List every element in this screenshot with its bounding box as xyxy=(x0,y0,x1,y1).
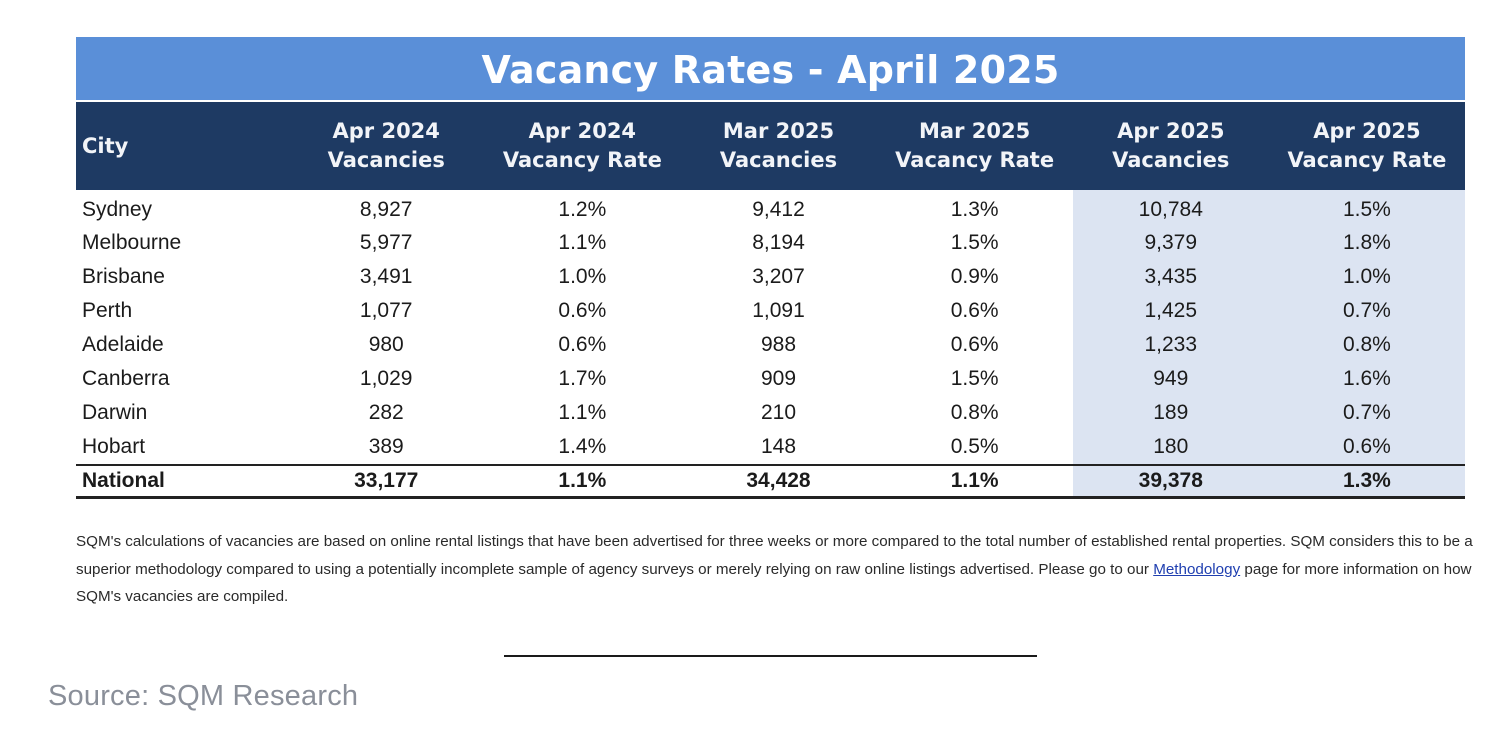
source-caption: Source: SQM Research xyxy=(48,680,359,712)
city-cell: Canberra xyxy=(82,367,170,390)
header-line: Apr 2024 xyxy=(332,119,440,143)
value-cell: 189 xyxy=(1073,396,1269,430)
header-line: Apr 2025 xyxy=(1313,119,1421,143)
header-city xyxy=(76,101,288,190)
value-cell: 8,927 xyxy=(359,198,413,221)
value-cell: 1.0% xyxy=(1269,260,1465,294)
value-cell: 9,412 xyxy=(752,198,805,221)
value-cell: 1.7% xyxy=(558,367,607,390)
value-cell: 1,029 xyxy=(359,367,413,390)
value-cell: 0.5% xyxy=(950,435,999,458)
footnote-text: SQM's calculations of vacancies are based on online rental listings that have been advertised for three weeks or more compared to the total number of established rental properties. SQM considers this to be a superior methodology compared to using a potentially incomplete sample of agency surveys or merely relying on raw online listings advertised. Please go to our xyxy=(76,533,1473,578)
header-line: Vacancy Rate xyxy=(502,148,662,172)
city-cell: Perth xyxy=(82,299,133,322)
value-cell: 1.1% xyxy=(558,401,607,424)
footnote-text-end: page for more information on how SQM's vacancies are compiled. xyxy=(76,560,1472,605)
value-cell: 0.8% xyxy=(950,401,999,424)
value-cell: 5,977 xyxy=(359,231,413,254)
value-cell: 1.1% xyxy=(558,231,607,254)
value-cell: 0.7% xyxy=(1269,294,1465,328)
city-cell: Melbourne xyxy=(82,231,182,254)
value-cell: 1.5% xyxy=(1269,190,1465,226)
header-line: Apr 2024 xyxy=(528,119,637,143)
value-cell: 1.8% xyxy=(1269,226,1465,260)
divider-line xyxy=(504,655,1037,657)
value-cell: 0.8% xyxy=(1269,328,1465,362)
header-cell xyxy=(877,101,1073,190)
table-title: Vacancy Rates - April 2025 xyxy=(76,37,1465,100)
value-cell: 3,491 xyxy=(359,265,413,288)
value-cell: 1.6% xyxy=(1269,362,1465,396)
table-row xyxy=(76,294,1465,328)
value-cell: 1.1% xyxy=(877,465,1073,498)
methodology-footnote xyxy=(76,528,1476,611)
methodology-link[interactable]: Methodology xyxy=(1153,560,1241,578)
value-cell: 1,077 xyxy=(359,299,413,322)
value-cell: 282 xyxy=(368,401,404,424)
value-cell: 1.2% xyxy=(558,198,607,221)
value-cell: 10,784 xyxy=(1073,190,1269,226)
value-cell: 8,194 xyxy=(752,231,805,254)
table-body xyxy=(76,190,1465,498)
value-cell: 0.6% xyxy=(558,299,607,322)
table-header-row xyxy=(76,101,1465,190)
city-cell: Hobart xyxy=(82,435,146,458)
value-cell: 1.4% xyxy=(558,435,607,458)
national-total-row xyxy=(76,465,1465,498)
value-cell: 0.7% xyxy=(1269,396,1465,430)
value-cell: 1.5% xyxy=(950,367,999,390)
header-line: Mar 2025 xyxy=(919,119,1031,143)
table-row xyxy=(76,260,1465,294)
value-cell: 1.5% xyxy=(950,231,999,254)
header-cell xyxy=(288,101,484,190)
header-cell xyxy=(1269,101,1465,190)
city-cell: Sydney xyxy=(82,198,153,221)
value-cell: 980 xyxy=(368,333,404,356)
city-cell: Brisbane xyxy=(82,265,165,288)
value-cell: 0.6% xyxy=(950,333,999,356)
header-line: Vacancies xyxy=(327,148,445,172)
value-cell: 3,207 xyxy=(752,265,805,288)
table-row xyxy=(76,190,1465,226)
header-cell xyxy=(484,101,680,190)
table-row xyxy=(76,430,1465,465)
header-line: Vacancies xyxy=(1112,148,1230,172)
value-cell: 0.6% xyxy=(558,333,607,356)
value-cell: 148 xyxy=(760,435,797,458)
value-cell: 180 xyxy=(1073,430,1269,465)
value-cell: 34,428 xyxy=(680,465,876,498)
header-line: Mar 2025 xyxy=(722,119,835,143)
vacancy-rates-figure xyxy=(76,37,1465,499)
value-cell: 909 xyxy=(760,367,797,390)
value-cell: 389 xyxy=(368,435,404,458)
value-cell: 3,435 xyxy=(1073,260,1269,294)
value-cell: 1.3% xyxy=(950,198,999,221)
header-line: Apr 2025 xyxy=(1117,119,1225,143)
table-row xyxy=(76,328,1465,362)
value-cell: 949 xyxy=(1073,362,1269,396)
value-cell: 210 xyxy=(760,401,797,424)
header-line: Vacancy Rate xyxy=(895,148,1055,172)
value-cell: 1,425 xyxy=(1073,294,1269,328)
value-cell: 988 xyxy=(760,333,797,356)
value-cell: 1,091 xyxy=(752,299,805,322)
table-row xyxy=(76,396,1465,430)
value-cell: 1,233 xyxy=(1073,328,1269,362)
value-cell: 0.6% xyxy=(950,299,999,322)
city-cell: Adelaide xyxy=(82,333,164,356)
table-row xyxy=(76,226,1465,260)
value-cell: 0.9% xyxy=(950,265,999,288)
value-cell: 1.0% xyxy=(558,265,607,288)
header-line: City xyxy=(82,133,129,158)
city-cell: National xyxy=(76,465,288,498)
vacancy-table xyxy=(76,100,1465,499)
value-cell: 33,177 xyxy=(288,465,484,498)
city-cell: Darwin xyxy=(82,401,148,424)
header-line: Vacancy Rate xyxy=(1287,148,1447,172)
header-line: Vacancies xyxy=(719,148,838,172)
value-cell: 1.1% xyxy=(484,465,680,498)
value-cell: 0.6% xyxy=(1269,430,1465,465)
table-row xyxy=(76,362,1465,396)
value-cell: 9,379 xyxy=(1073,226,1269,260)
value-cell: 39,378 xyxy=(1073,465,1269,498)
header-cell xyxy=(680,101,876,190)
header-cell xyxy=(1073,101,1269,190)
value-cell: 1.3% xyxy=(1269,465,1465,498)
